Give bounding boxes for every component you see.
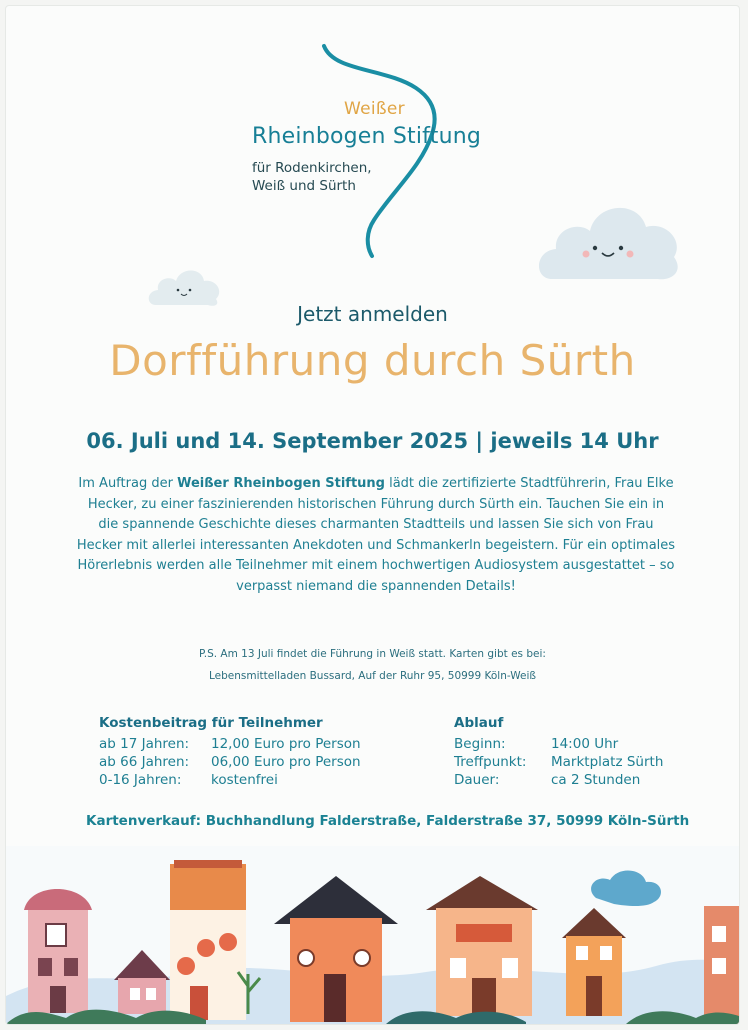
schedule-value: Marktplatz Sürth — [551, 754, 664, 770]
logo-swoosh-graphic — [306, 42, 446, 260]
ps-line-1: P.S. Am 13 Juli findet die Führung in Weiß statt. Karten gibt es bei: — [199, 648, 546, 660]
ticket-sale-info: Kartenverkauf: Buchhandlung Falderstraße, Falderstraße 37, 50999 Köln-Sürth — [86, 813, 690, 829]
logo-line-3: für Rodenkirchen, — [252, 160, 372, 176]
page-title: Dorfführung durch Sürth — [109, 336, 636, 385]
logo-line-2: Rheinbogen Stiftung — [252, 124, 482, 149]
cost-heading: Kostenbeitrag für Teilnehmer — [99, 715, 323, 731]
schedule-label: Dauer: — [454, 772, 500, 788]
cost-value: 06,00 Euro pro Person — [211, 754, 361, 770]
event-dates: 06. Juli und 14. September 2025 | jeweils 14 Uhr — [86, 429, 659, 453]
schedule-label: Beginn: — [454, 736, 506, 752]
description-part-1: Im Auftrag der — [78, 476, 178, 491]
schedule-value: 14:00 Uhr — [551, 736, 619, 752]
cost-label: 0-16 Jahren: — [99, 772, 182, 788]
schedule-label: Treffpunkt: — [454, 754, 527, 770]
logo-line-4: Weiß und Sürth — [252, 178, 356, 194]
ps-line-2: Lebensmittelladen Bussard, Auf der Ruhr 95, 50999 Köln-Weiß — [208, 670, 536, 682]
cost-label: ab 17 Jahren: — [99, 736, 190, 752]
description-paragraph — [76, 474, 676, 597]
cost-value: 12,00 Euro pro Person — [211, 736, 361, 752]
cost-label: ab 66 Jahren: — [99, 754, 190, 770]
kicker-text: Jetzt anmelden — [297, 302, 448, 326]
flyer-page — [6, 6, 739, 1024]
town-houses-illustration — [6, 846, 739, 1024]
logo-line-1: Weißer — [344, 99, 405, 119]
description-part-2: lädt die zertifizierte Stadtführerin, Frau Elke Hecker, zu einer faszinierenden historischen Führung durch Sürth ein. Tauchen Sie ein in die spannende Geschichte dieses charmanten Stadtteils und lassen Sie sich von Frau Hecker mit allerlei interessanten Anekdoten und Schmankerln begeistern. Für ein optimales Hörerlebnis werden alle Teilnehmer mit einem hochwertigen Audiosystem ausgestattet – so verpasst niemand die spannenden Details! — [76, 476, 676, 594]
foundation-name: Weißer Rheinbogen Stiftung — [177, 476, 385, 491]
smiling-cloud-icon — [534, 191, 684, 291]
cost-value: kostenfrei — [211, 772, 278, 788]
schedule-value: ca 2 Stunden — [551, 772, 641, 788]
schedule-heading: Ablauf — [454, 715, 504, 731]
